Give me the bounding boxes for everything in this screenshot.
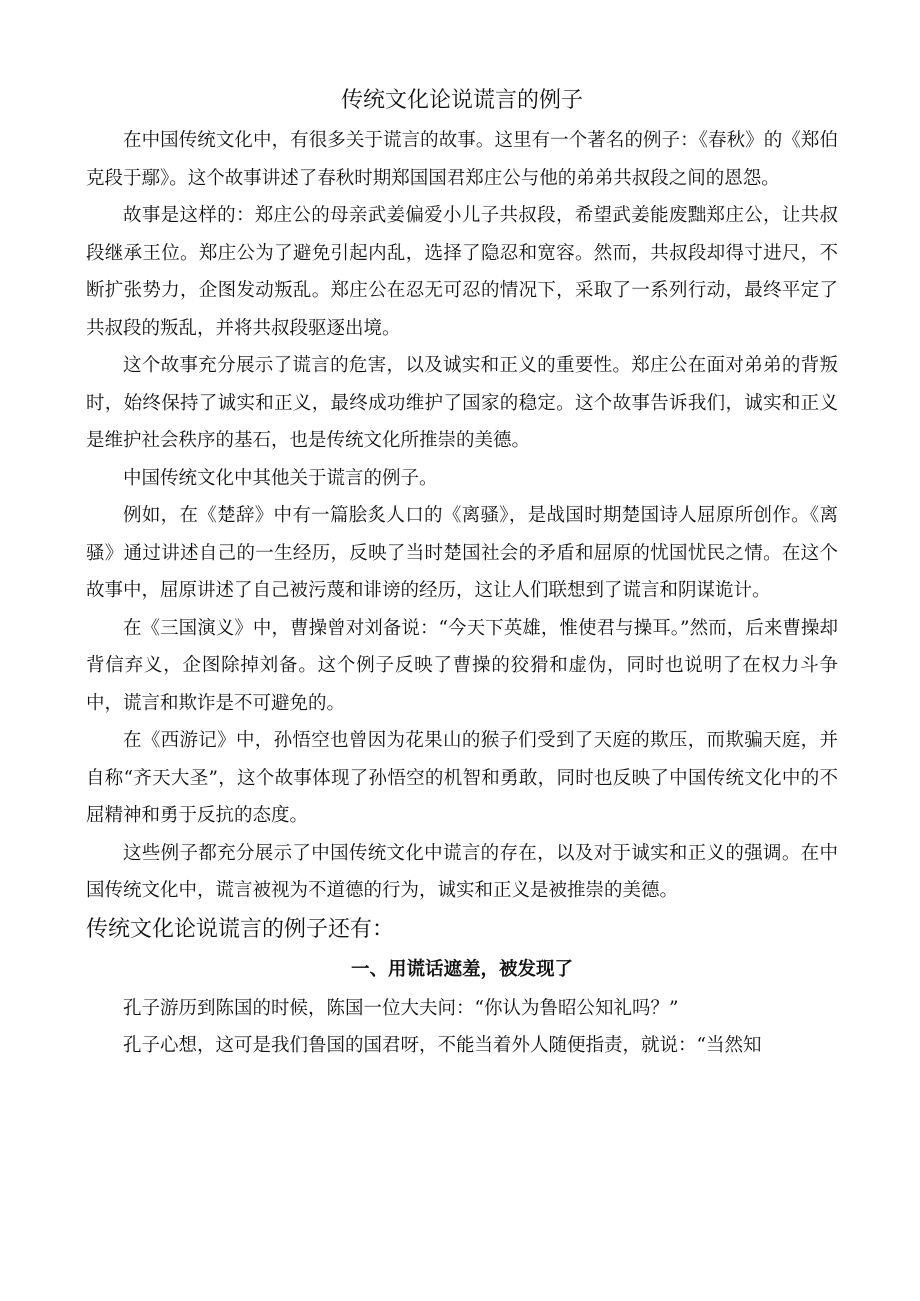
paragraph: 这个故事充分展示了谎言的危害，以及诚实和正义的重要性。郑庄公在面对弟弟的背叛时，始终保持了诚实和正义，最终成功维护了国家的稳定。这个故事告诉我们，诚实和正义是维护社会秩序的基石，也是传统文化所推崇的美德。 (86, 355, 838, 451)
document-title: 传统文化论说谎言的例子 (340, 88, 583, 113)
paragraph: 在中国传统文化中，有很多关于谎言的故事。这里有一个著名的例子：《春秋》的《郑伯克段于鄢》。这个故事讲述了春秋时期郑国国君郑庄公与他的弟弟共叔段之间的恩怨。 (86, 130, 838, 189)
document-page (86, 84, 838, 1065)
paragraph: 这些例子都充分展示了中国传统文化中谎言的存在，以及对于诚实和正义的强调。在中国传统文化中，谎言被视为不道德的行为，诚实和正义是被推崇的美德。 (86, 842, 838, 901)
paragraph: 在《三国演义》中，曹操曾对刘备说：“今天下英雄，惟使君与操耳。”然而，后来曹操却背信弃义，企图除掉刘备。这个例子反映了曹操的狡猾和虚伪，同时也说明了在权力斗争中，谎言和欺诈是不可避免的。 (86, 617, 838, 714)
sub-heading: 一、用谎话遮羞，被发现了 (350, 958, 573, 980)
paragraph: 例如，在《楚辞》中有一篇脍炙人口的《离骚》，是战国时期楚国诗人屈原所创作。《离骚》通过讲述自己的一生经历，反映了当时楚国社会的矛盾和屈原的忧国忧民之情。在这个故事中，屈原讲述了自己被污蔑和诽谤的经历，这让人们联想到了谎言和阴谋诡计。 (86, 505, 838, 601)
paragraph: 在《西游记》中，孙悟空也曾因为花果山的猴子们受到了天庭的欺压，而欺骗天庭，并自称“齐天大圣”，这个故事体现了孙悟空的机智和勇敢，同时也反映了中国传统文化中的不屈精神和勇于反抗的态度。 (86, 730, 838, 826)
paragraph: 故事是这样的：郑庄公的母亲武姜偏爱小儿子共叔段，希望武姜能废黜郑庄公，让共叔段继承王位。郑庄公为了避免引起内乱，选择了隐忍和宽容。然而，共叔段却得寸进尺，不断扩张势力，企图发动叛乱。郑庄公在忍无可忍的情况下，采取了一系列行动，最终平定了共叔段的叛乱，并将共叔段驱逐出境。 (86, 205, 838, 339)
paragraph: 孔子心想，这可是我们鲁国的国君呀，不能当着外人随便指责，就说：“当然知 (123, 1035, 762, 1056)
paragraph: 中国传统文化中其他关于谎言的例子。 (123, 467, 438, 489)
paragraph: 孔子游历到陈国的时候，陈国一位大夫问：“你认为鲁昭公知礼吗？” (123, 997, 679, 1019)
section-heading: 传统文化论说谎言的例子还有： (86, 916, 395, 942)
